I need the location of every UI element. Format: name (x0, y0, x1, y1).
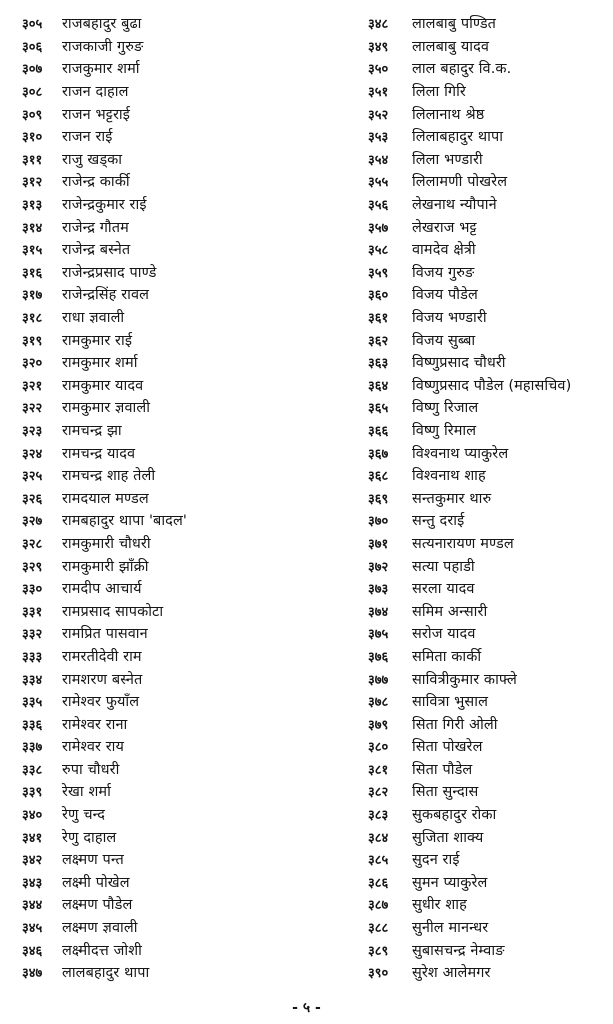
entry-number: ३६४ (368, 378, 389, 394)
list-item (368, 486, 608, 509)
list-item (22, 825, 322, 848)
list-item (368, 803, 608, 826)
entry-name: रामप्रसाद सापकोटा (62, 603, 164, 620)
list-item (22, 35, 322, 58)
list-item (368, 645, 608, 668)
entry-name: रेणु दाहाल (62, 829, 117, 846)
entry-number: ३६७ (368, 446, 389, 462)
member-list-right-column (368, 12, 608, 984)
entry-number: ३१६ (22, 265, 43, 281)
entry-name: सिता पौडेल (412, 761, 473, 778)
entry-name: रामेश्वर राना (62, 716, 128, 733)
list-item (22, 667, 322, 690)
list-item (368, 758, 608, 781)
list-item (22, 148, 322, 171)
entry-number: ३८६ (368, 875, 389, 891)
list-item (22, 328, 322, 351)
entry-name: सुदन राई (412, 852, 460, 869)
entry-name: लक्ष्मण ज्ञवाली (62, 920, 138, 937)
entry-number: ३५२ (368, 107, 389, 123)
entry-name: सत्या पहाडी (412, 558, 475, 575)
list-item (368, 396, 608, 419)
entry-name: सुरेश आलेमगर (412, 965, 491, 982)
entry-number: ३१० (22, 130, 43, 146)
list-item (368, 193, 608, 216)
list-item (22, 464, 322, 487)
entry-name: लिलामणी पोखरेल (412, 174, 508, 191)
entry-number: ३२० (22, 356, 43, 372)
list-item (22, 419, 322, 442)
list-item (22, 80, 322, 103)
list-item (22, 871, 322, 894)
entry-name: रामदयाल मण्डल (62, 490, 149, 507)
entry-name: रामकुमारी चौधरी (62, 535, 151, 552)
entry-name: सरला यादव (412, 581, 475, 598)
entry-number: ३८४ (368, 830, 389, 846)
entry-name: राजेन्द्र कार्की (62, 174, 130, 191)
entry-number: ३४९ (368, 39, 389, 55)
entry-name: राजु खड्का (62, 151, 123, 168)
entry-name: रामकुमार शर्मा (62, 355, 138, 372)
entry-number: ३४३ (22, 875, 43, 891)
entry-number: ३१९ (22, 333, 43, 349)
entry-name: रामचन्द्र झा (62, 422, 122, 439)
entry-name: विजय भण्डारी (412, 310, 487, 327)
entry-name: लालबाबु यादव (412, 38, 490, 55)
entry-number: ३१७ (22, 288, 43, 304)
entry-name: लाल बहादुर वि.क. (412, 61, 512, 78)
list-item (22, 961, 322, 984)
entry-number: ३६६ (368, 423, 389, 439)
list-item (22, 12, 322, 35)
entry-number: ३४६ (22, 943, 43, 959)
list-item (22, 125, 322, 148)
list-item (368, 961, 608, 984)
entry-number: ३२७ (22, 514, 43, 530)
entry-name: सावित्रा भुसाल (412, 694, 489, 711)
list-item (22, 803, 322, 826)
list-item (22, 735, 322, 758)
entry-name: विष्णुप्रसाद चौधरी (412, 355, 506, 372)
entry-name: सिता सुन्दास (412, 784, 479, 801)
entry-number: ३२४ (22, 446, 43, 462)
entry-name: लिला भण्डारी (412, 151, 483, 168)
entry-name: सुधीर शाह (412, 897, 467, 914)
entry-number: ३१८ (22, 311, 43, 327)
entry-number: ३५६ (368, 198, 389, 214)
entry-name: रामबहादुर थापा 'बादल' (62, 513, 187, 530)
entry-name: राजन भट्टराई (62, 106, 130, 123)
entry-name: लिला गिरि (412, 84, 466, 101)
list-item (22, 690, 322, 713)
list-item (368, 690, 608, 713)
entry-number: ३२३ (22, 423, 43, 439)
entry-number: ३४७ (22, 966, 43, 982)
entry-number: ३०८ (22, 85, 43, 101)
list-item (22, 486, 322, 509)
list-item (22, 622, 322, 645)
entry-number: ३२५ (22, 469, 43, 485)
entry-number: ३७९ (368, 717, 389, 733)
entry-name: रामकुमार राई (62, 332, 133, 349)
entry-name: विजय पौडेल (412, 287, 478, 304)
entry-name: वामदेव क्षेत्री (412, 242, 476, 259)
entry-name: लक्ष्मी पोखेल (62, 874, 130, 891)
list-item (22, 509, 322, 532)
list-item (368, 35, 608, 58)
entry-number: ३९० (368, 966, 389, 982)
list-item (368, 12, 608, 35)
list-item (22, 283, 322, 306)
entry-number: ३११ (22, 152, 43, 168)
entry-number: ३२६ (22, 491, 43, 507)
list-item (22, 374, 322, 397)
entry-name: सरोज यादव (412, 626, 476, 643)
list-item (22, 351, 322, 374)
list-item (368, 148, 608, 171)
entry-number: ३०७ (22, 62, 43, 78)
entry-name: सावित्रीकुमार काफ्ले (412, 671, 517, 688)
list-item (368, 893, 608, 916)
list-item (22, 758, 322, 781)
list-item (22, 554, 322, 577)
list-item (368, 532, 608, 555)
entry-name: लालबहादुर थापा (62, 965, 150, 982)
entry-number: ३८९ (368, 943, 389, 959)
entry-number: ३२१ (22, 378, 43, 394)
list-item (368, 871, 608, 894)
entry-number: ३१३ (22, 198, 43, 214)
list-item (22, 102, 322, 125)
entry-number: ३७१ (368, 536, 389, 552)
entry-number: ३६१ (368, 311, 389, 327)
entry-number: ३७५ (368, 627, 389, 643)
entry-number: ३८८ (368, 921, 389, 937)
list-item (368, 306, 608, 329)
entry-number: ३२८ (22, 536, 43, 552)
entry-name: लक्ष्मीदत्त जोशी (62, 942, 142, 959)
entry-name: सन्तु दराई (412, 513, 465, 530)
entry-name: सुनील मानन्धर (412, 920, 489, 937)
entry-number: ३८१ (368, 762, 389, 778)
list-item (368, 102, 608, 125)
entry-name: रामेश्वर फुयाँल (62, 694, 140, 711)
entry-number: ३४४ (22, 898, 43, 914)
entry-name: रामकुमारी झाँक्री (62, 558, 149, 575)
entry-number: ३३६ (22, 717, 43, 733)
entry-name: रामकुमार ज्ञवाली (62, 400, 151, 417)
entry-number: ३५८ (368, 243, 389, 259)
entry-name: राजबहादुर बुढा (62, 16, 142, 33)
entry-name: लेखनाथ न्यौपाने (412, 197, 497, 214)
list-item (22, 215, 322, 238)
list-item (368, 599, 608, 622)
list-item (368, 283, 608, 306)
list-item (22, 893, 322, 916)
entry-name: रामचन्द्र शाह तेली (62, 468, 156, 485)
entry-name: लक्ष्मण पौडेल (62, 897, 133, 914)
entry-number: ३३५ (22, 695, 43, 711)
entry-number: ३५० (368, 62, 389, 78)
list-item (22, 577, 322, 600)
entry-name: राजेन्द्र गौतम (62, 219, 129, 236)
list-item (368, 622, 608, 645)
list-item (368, 464, 608, 487)
entry-number: ३६३ (368, 356, 389, 372)
entry-name: विष्णु रिमाल (412, 422, 477, 439)
entry-name: रामकुमार यादव (62, 377, 144, 394)
list-item (368, 938, 608, 961)
list-item (22, 780, 322, 803)
entry-number: ३५५ (368, 175, 389, 191)
entry-number: ३३३ (22, 649, 43, 665)
entry-name: सिता पोखरेल (412, 739, 483, 756)
entry-name: विश्वनाथ शाह (412, 468, 486, 485)
list-item (368, 577, 608, 600)
entry-number: ३८७ (368, 898, 389, 914)
list-item (368, 735, 608, 758)
list-item (22, 645, 322, 668)
list-item (368, 419, 608, 442)
entry-name: रामशरण बस्नेत (62, 671, 143, 688)
entry-number: ३८० (368, 740, 389, 756)
entry-name: लिलाबहादुर थापा (412, 129, 504, 146)
entry-name: राजन राई (62, 129, 113, 146)
list-item (368, 261, 608, 284)
list-item (368, 916, 608, 939)
list-item (368, 848, 608, 871)
entry-number: ३४० (22, 808, 43, 824)
list-item (368, 667, 608, 690)
entry-name: राधा ज्ञवाली (62, 310, 125, 327)
entry-name: विजय सुब्बा (412, 332, 476, 349)
entry-number: ३५९ (368, 265, 389, 281)
entry-number: ३१४ (22, 220, 43, 236)
entry-number: ३०९ (22, 107, 43, 123)
entry-number: ३७६ (368, 649, 389, 665)
entry-name: रामचन्द्र यादव (62, 445, 136, 462)
entry-name: लेखराज भट्ट (412, 219, 477, 236)
entry-name: लालबाबु पण्डित (412, 16, 497, 33)
list-item (22, 712, 322, 735)
list-item (22, 599, 322, 622)
list-item (368, 57, 608, 80)
entry-name: विश्वनाथ प्याकुरेल (412, 445, 509, 462)
list-item (22, 396, 322, 419)
page-number: - ५ - (292, 1000, 321, 1016)
entry-name: राजेन्द्रसिंह रावल (62, 287, 150, 304)
entry-name: रामरतीदेवी राम (62, 648, 142, 665)
entry-number: ३४२ (22, 853, 43, 869)
list-item (368, 712, 608, 735)
entry-name: रामदीप आचार्य (62, 581, 142, 598)
entry-number: ३७४ (368, 604, 389, 620)
entry-name: विष्णुप्रसाद पौडेल (महासचिव) (412, 377, 572, 394)
list-item (368, 215, 608, 238)
list-item (22, 441, 322, 464)
entry-name: समिता कार्की (412, 648, 482, 665)
entry-number: ३३१ (22, 604, 43, 620)
entry-number: ३३८ (22, 762, 43, 778)
list-item (368, 328, 608, 351)
entry-number: ३७० (368, 514, 389, 530)
entry-number: ३३२ (22, 627, 43, 643)
entry-name: सुबासचन्द्र नेम्वाङ (412, 942, 505, 959)
list-item (368, 441, 608, 464)
list-item (22, 238, 322, 261)
entry-name: सिता गिरी ओली (412, 716, 498, 733)
list-item (22, 916, 322, 939)
entry-number: ३२२ (22, 401, 43, 417)
list-item (368, 238, 608, 261)
list-item (368, 825, 608, 848)
entry-number: ३६५ (368, 401, 389, 417)
list-item (22, 306, 322, 329)
entry-number: ३८३ (368, 808, 389, 824)
entry-name: राजेन्द्र बस्नेत (62, 242, 131, 259)
list-item (22, 170, 322, 193)
entry-number: ३१२ (22, 175, 43, 191)
entry-number: ३३० (22, 582, 43, 598)
entry-name: सुमन प्याकुरेल (412, 874, 488, 891)
entry-number: ३३४ (22, 672, 43, 688)
entry-number: ३६९ (368, 491, 389, 507)
entry-name: रेखा शर्मा (62, 784, 111, 801)
entry-name: रुपा चौधरी (62, 761, 120, 778)
entry-number: ३०५ (22, 17, 43, 33)
entry-number: ३७७ (368, 672, 389, 688)
entry-number: ३०६ (22, 39, 43, 55)
entry-name: राजकाजी गुरुङ (62, 38, 144, 55)
entry-number: ३७२ (368, 559, 389, 575)
entry-name: विजय गुरुङ (412, 264, 475, 281)
entry-name: राजेन्द्रप्रसाद पाण्डे (62, 264, 157, 281)
list-item (22, 938, 322, 961)
entry-number: ३६२ (368, 333, 389, 349)
list-item (368, 374, 608, 397)
list-item (22, 57, 322, 80)
entry-number: ३४५ (22, 921, 43, 937)
entry-name: रेणु चन्द (62, 807, 106, 824)
list-item (368, 125, 608, 148)
list-item (368, 80, 608, 103)
entry-number: ३१५ (22, 243, 43, 259)
entry-number: ३४८ (368, 17, 389, 33)
list-item (368, 170, 608, 193)
entry-name: समिम अन्सारी (412, 603, 488, 620)
entry-name: राजेन्द्रकुमार राई (62, 197, 147, 214)
entry-name: राजकुमार शर्मा (62, 61, 140, 78)
entry-number: ३३७ (22, 740, 43, 756)
entry-number: ३५३ (368, 130, 389, 146)
list-item (22, 532, 322, 555)
list-item (368, 554, 608, 577)
entry-name: लक्ष्मण पन्त (62, 852, 124, 869)
member-list-left-column (22, 12, 322, 984)
list-item (368, 780, 608, 803)
entry-number: ३६८ (368, 469, 389, 485)
entry-number: ३८२ (368, 785, 389, 801)
entry-number: ३५७ (368, 220, 389, 236)
entry-name: विष्णु रिजाल (412, 400, 479, 417)
list-item (368, 509, 608, 532)
entry-name: लिलानाथ श्रेष्ठ (412, 106, 485, 123)
entry-name: सन्तकुमार थारु (412, 490, 492, 507)
entry-name: सुजिता शाक्य (412, 829, 484, 846)
entry-name: सत्यनारायण मण्डल (412, 535, 514, 552)
entry-number: ३४१ (22, 830, 43, 846)
entry-name: सुकबहादुर रोका (412, 807, 497, 824)
entry-name: रामप्रित पासवान (62, 626, 148, 643)
list-item (22, 848, 322, 871)
entry-number: ३५४ (368, 152, 389, 168)
entry-number: ३८५ (368, 853, 389, 869)
entry-name: राजन दाहाल (62, 84, 129, 101)
list-item (22, 193, 322, 216)
entry-name: रामेश्वर राय (62, 739, 125, 756)
list-item (22, 261, 322, 284)
list-item (368, 351, 608, 374)
entry-number: ३७३ (368, 582, 389, 598)
entry-number: ३७८ (368, 695, 389, 711)
entry-number: ३३९ (22, 785, 43, 801)
entry-number: ३२९ (22, 559, 43, 575)
entry-number: ३६० (368, 288, 389, 304)
entry-number: ३५१ (368, 85, 389, 101)
